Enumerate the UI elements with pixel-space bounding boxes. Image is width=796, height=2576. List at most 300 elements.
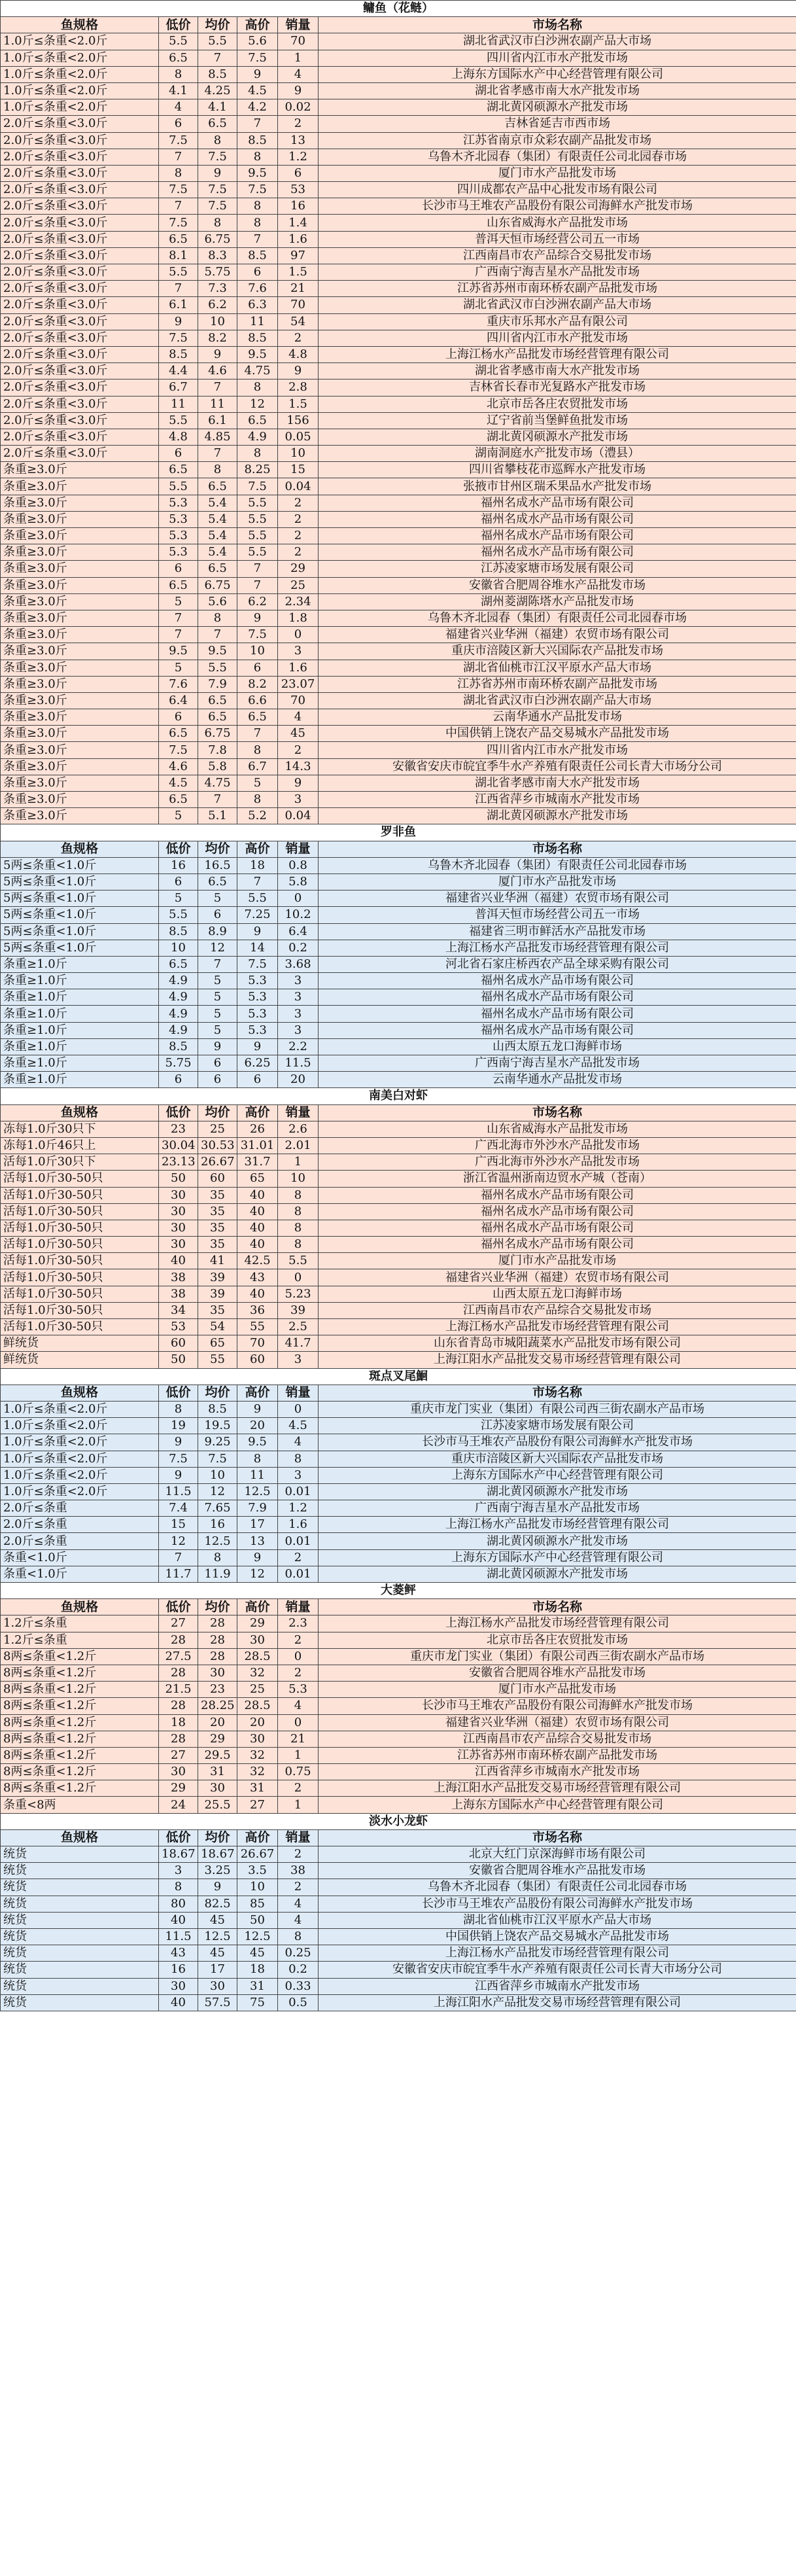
cell-avg: 9.5: [198, 643, 237, 660]
cell-avg: 28: [198, 1648, 237, 1665]
cell-market: 乌鲁木齐北园春（集团）有限责任公司北园春市场: [319, 610, 796, 626]
cell-low: 5.3: [159, 544, 198, 561]
cell-volume: 1: [278, 1797, 319, 1813]
cell-low: 50: [159, 1352, 198, 1368]
column-header-volume: 销量: [278, 17, 319, 33]
cell-low: 8: [159, 1879, 198, 1896]
table-row: [1, 1401, 796, 1417]
table-row: [1, 66, 796, 82]
cell-avg: 4.75: [198, 775, 237, 791]
cell-market: 普洱天恒市场经营公司五一市场: [319, 907, 796, 923]
table-row: [1, 1665, 796, 1681]
cell-low: 6.5: [159, 462, 198, 478]
cell-avg: 7.9: [198, 676, 237, 692]
cell-volume: 0.02: [278, 99, 319, 116]
cell-volume: 2: [278, 330, 319, 346]
cell-high: 10: [237, 1879, 278, 1896]
cell-market: 湖北省武汉市白沙洲农副产品大市场: [319, 33, 796, 50]
column-header-avg: 均价: [198, 1829, 237, 1846]
table-row: [1, 182, 796, 198]
cell-low: 4.9: [159, 989, 198, 1006]
cell-low: 6.5: [159, 231, 198, 247]
cell-spec: 2.0斤≤条重<3.0斤: [1, 396, 159, 412]
cell-spec: 2.0斤≤条重<3.0斤: [1, 231, 159, 247]
cell-low: 28: [159, 1665, 198, 1681]
column-header-avg: 均价: [198, 1599, 237, 1615]
cell-spec: 统货: [1, 1879, 159, 1896]
column-header-avg: 均价: [198, 841, 237, 857]
table-row: [1, 99, 796, 116]
table-row: [1, 709, 796, 726]
cell-high: 55: [237, 1319, 278, 1335]
cell-market: 广西南宁海吉星水产品批发市场: [319, 1055, 796, 1072]
table-row: [1, 726, 796, 742]
cell-low: 4.1: [159, 82, 198, 99]
cell-high: 5.5: [237, 511, 278, 527]
column-header-spec: 鱼规格: [1, 1385, 159, 1401]
cell-avg: 5: [198, 891, 237, 907]
cell-spec: 条重≥3.0斤: [1, 758, 159, 775]
cell-market: 山东省威海水产品批发市场: [319, 1121, 796, 1137]
cell-high: 5.5: [237, 528, 278, 544]
cell-volume: 3: [278, 989, 319, 1006]
cell-avg: 9: [198, 165, 237, 181]
section-title-row: [1, 1368, 796, 1385]
cell-avg: 10: [198, 313, 237, 330]
cell-market: 上海东方国际水产中心经营管理有限公司: [319, 1467, 796, 1483]
cell-market: 湖北省武汉市白沙洲农副产品大市场: [319, 692, 796, 709]
cell-low: 5.5: [159, 907, 198, 923]
cell-volume: 0.05: [278, 429, 319, 445]
table-row: [1, 1896, 796, 1912]
cell-volume: 4: [278, 66, 319, 82]
cell-low: 5.5: [159, 33, 198, 50]
cell-market: 河北省石家庄桥西农产品全球采购有限公司: [319, 956, 796, 972]
cell-spec: 条重≥3.0斤: [1, 676, 159, 692]
cell-avg: 5.6: [198, 593, 237, 610]
cell-avg: 4.25: [198, 82, 237, 99]
cell-volume: 2.3: [278, 1615, 319, 1632]
cell-low: 28: [159, 1731, 198, 1747]
column-header-volume: 销量: [278, 1104, 319, 1121]
cell-avg: 18.67: [198, 1846, 237, 1863]
cell-low: 6: [159, 116, 198, 132]
cell-low: 6.5: [159, 726, 198, 742]
cell-low: 6.5: [159, 577, 198, 593]
cell-high: 32: [237, 1764, 278, 1780]
section-title: 淡水小龙虾: [1, 1813, 796, 1829]
cell-low: 5.5: [159, 478, 198, 495]
cell-low: 18.67: [159, 1846, 198, 1863]
table-row: [1, 478, 796, 495]
cell-market: 湖北省孝感市南大水产批发市场: [319, 82, 796, 99]
table-row: [1, 1237, 796, 1253]
cell-low: 4.5: [159, 775, 198, 791]
cell-high: 8: [237, 446, 278, 462]
cell-high: 5: [237, 775, 278, 791]
cell-high: 6.6: [237, 692, 278, 709]
cell-low: 27: [159, 1747, 198, 1763]
cell-avg: 9: [198, 346, 237, 362]
cell-avg: 5.75: [198, 264, 237, 281]
cell-volume: 0.01: [278, 1483, 319, 1500]
table-row: [1, 1220, 796, 1236]
cell-spec: 8两≤条重<1.2斤: [1, 1665, 159, 1681]
cell-market: 乌鲁木齐北园春（集团）有限责任公司北园春市场: [319, 1879, 796, 1896]
column-header-spec: 鱼规格: [1, 17, 159, 33]
cell-low: 8.5: [159, 923, 198, 940]
table-row: [1, 1549, 796, 1566]
table-row: [1, 462, 796, 478]
section-title-row: [1, 824, 796, 841]
cell-spec: 5两≤条重<1.0斤: [1, 907, 159, 923]
cell-low: 23: [159, 1121, 198, 1137]
cell-volume: 0.2: [278, 1962, 319, 1978]
cell-market: 福州名成水产品市场有限公司: [319, 511, 796, 527]
table-row: [1, 1418, 796, 1434]
cell-market: 上海江杨水产品批发市场经营管理有限公司: [319, 1517, 796, 1533]
cell-low: 19: [159, 1418, 198, 1434]
table-row: [1, 281, 796, 297]
cell-high: 6.3: [237, 297, 278, 313]
cell-spec: 条重≥3.0斤: [1, 808, 159, 824]
table-row: [1, 1500, 796, 1517]
cell-market: 福州名成水产品市场有限公司: [319, 495, 796, 511]
cell-low: 7: [159, 198, 198, 215]
cell-volume: 21: [278, 281, 319, 297]
cell-volume: 1.8: [278, 610, 319, 626]
table-row: [1, 857, 796, 873]
cell-market: 江西南昌市农产品综合交易批发市场: [319, 1302, 796, 1318]
cell-avg: 26.67: [198, 1154, 237, 1171]
cell-high: 30: [237, 1731, 278, 1747]
cell-market: 安徽省安庆市皖宜季牛水产养殖有限责任公司长青大市场分公司: [319, 1962, 796, 1978]
cell-avg: 12.5: [198, 1533, 237, 1549]
cell-low: 23.13: [159, 1154, 198, 1171]
cell-high: 5.3: [237, 973, 278, 989]
cell-high: 3.5: [237, 1863, 278, 1879]
cell-low: 9: [159, 1467, 198, 1483]
cell-avg: 6.75: [198, 726, 237, 742]
cell-avg: 8: [198, 132, 237, 149]
column-header-spec: 鱼规格: [1, 1829, 159, 1846]
cell-spec: 8两≤条重<1.2斤: [1, 1682, 159, 1698]
cell-volume: 15: [278, 462, 319, 478]
cell-volume: 23.07: [278, 676, 319, 692]
cell-avg: 6.5: [198, 116, 237, 132]
cell-market: 四川成都农产品中心批发市场有限公司: [319, 182, 796, 198]
cell-avg: 7: [198, 446, 237, 462]
cell-avg: 7.8: [198, 742, 237, 758]
cell-low: 38: [159, 1286, 198, 1302]
cell-avg: 4.1: [198, 99, 237, 116]
cell-volume: 0: [278, 627, 319, 643]
cell-market: 广西南宁海吉星水产品批发市场: [319, 1500, 796, 1517]
cell-high: 31: [237, 1978, 278, 1994]
table-row: [1, 429, 796, 445]
cell-market: 长沙市马王堆农产品股份有限公司海鲜水产批发市场: [319, 1896, 796, 1912]
cell-high: 5.5: [237, 544, 278, 561]
cell-market: 山东省威海水产品批发市场: [319, 215, 796, 231]
cell-market: 安徽省合肥周谷堆水产品批发市场: [319, 1665, 796, 1681]
cell-volume: 0.04: [278, 808, 319, 824]
cell-avg: 8.5: [198, 66, 237, 82]
cell-high: 8.2: [237, 676, 278, 692]
cell-market: 重庆市龙门实业（集团）有限公司西三街农副水产品市场: [319, 1648, 796, 1665]
cell-low: 4.9: [159, 1006, 198, 1022]
cell-avg: 6.5: [198, 709, 237, 726]
table-row: [1, 1912, 796, 1928]
cell-volume: 2: [278, 1879, 319, 1896]
cell-spec: 2.0斤≤条重<3.0斤: [1, 215, 159, 231]
cell-high: 9: [237, 66, 278, 82]
cell-avg: 8: [198, 610, 237, 626]
cell-volume: 53: [278, 182, 319, 198]
table-row: [1, 1253, 796, 1269]
cell-spec: 条重≥3.0斤: [1, 478, 159, 495]
cell-volume: 1.6: [278, 231, 319, 247]
table-row: [1, 660, 796, 676]
cell-low: 6: [159, 446, 198, 462]
cell-low: 8: [159, 66, 198, 82]
table-row: [1, 1797, 796, 1813]
cell-spec: 2.0斤≤条重<3.0斤: [1, 247, 159, 264]
cell-spec: 条重≥1.0斤: [1, 1038, 159, 1055]
table-row: [1, 923, 796, 940]
cell-high: 4.9: [237, 429, 278, 445]
table-row: [1, 215, 796, 231]
cell-low: 5: [159, 660, 198, 676]
cell-volume: 0.25: [278, 1945, 319, 1962]
cell-market: 张掖市甘州区瑞禾果品水产批发市场: [319, 478, 796, 495]
cell-market: 湖北黄冈硕源水产批发市场: [319, 808, 796, 824]
cell-spec: 1.0斤≤条重<2.0斤: [1, 1467, 159, 1483]
cell-volume: 1.6: [278, 660, 319, 676]
cell-avg: 7: [198, 627, 237, 643]
cell-low: 6.1: [159, 297, 198, 313]
cell-spec: 条重≥1.0斤: [1, 1072, 159, 1088]
cell-spec: 统货: [1, 1846, 159, 1863]
cell-spec: 5两≤条重<1.0斤: [1, 891, 159, 907]
section-title: 鳙鱼（花鲢）: [1, 1, 796, 17]
cell-market: 北京市岳各庄农贸批发市场: [319, 1632, 796, 1648]
cell-avg: 8: [198, 215, 237, 231]
cell-volume: 41.7: [278, 1335, 319, 1352]
cell-avg: 45: [198, 1912, 237, 1928]
cell-avg: 5: [198, 1006, 237, 1022]
cell-volume: 2.5: [278, 1319, 319, 1335]
table-row: [1, 610, 796, 626]
cell-high: 8: [237, 379, 278, 396]
cell-avg: 8.5: [198, 1401, 237, 1417]
table-row: [1, 1055, 796, 1072]
cell-high: 9.5: [237, 1434, 278, 1451]
table-row: [1, 593, 796, 610]
cell-volume: 0.5: [278, 1994, 319, 2011]
cell-market: 长沙市马王堆农产品股份有限公司海鲜水产批发市场: [319, 1434, 796, 1451]
table-row: [1, 379, 796, 396]
section-title-row: [1, 1, 796, 17]
cell-high: 4.75: [237, 363, 278, 379]
cell-volume: 21: [278, 1731, 319, 1747]
cell-avg: 6.75: [198, 231, 237, 247]
cell-low: 5: [159, 808, 198, 824]
cell-high: 50: [237, 1912, 278, 1928]
cell-spec: 1.0斤≤条重<2.0斤: [1, 66, 159, 82]
cell-low: 16: [159, 857, 198, 873]
cell-low: 7.5: [159, 132, 198, 149]
cell-avg: 7: [198, 956, 237, 972]
cell-low: 30: [159, 1187, 198, 1203]
cell-high: 5.6: [237, 33, 278, 50]
cell-avg: 7.3: [198, 281, 237, 297]
table-row: [1, 1615, 796, 1632]
cell-market: 四川省攀枝花市巡辉水产批发市场: [319, 462, 796, 478]
cell-high: 4.2: [237, 99, 278, 116]
table-row: [1, 676, 796, 692]
cell-spec: 活每1.0斤30-50只: [1, 1269, 159, 1286]
cell-avg: 6.1: [198, 412, 237, 429]
cell-high: 8.5: [237, 330, 278, 346]
column-header-spec: 鱼规格: [1, 1599, 159, 1615]
cell-high: 7: [237, 726, 278, 742]
cell-market: 广西南宁海吉星水产品批发市场: [319, 264, 796, 281]
table-row: [1, 1006, 796, 1022]
cell-spec: 2.0斤≤条重<3.0斤: [1, 132, 159, 149]
cell-avg: 35: [198, 1203, 237, 1220]
cell-spec: 2.0斤≤条重<3.0斤: [1, 379, 159, 396]
cell-market: 江西省萍乡市城南水产批发市场: [319, 1978, 796, 1994]
section-title: 南美白对虾: [1, 1088, 796, 1104]
table-row: [1, 742, 796, 758]
column-header-market: 市场名称: [319, 1599, 796, 1615]
cell-market: 福州名成水产品市场有限公司: [319, 1022, 796, 1038]
cell-high: 32: [237, 1747, 278, 1763]
cell-low: 4.9: [159, 1022, 198, 1038]
cell-avg: 5.4: [198, 528, 237, 544]
table-row: [1, 1846, 796, 1863]
cell-avg: 7: [198, 379, 237, 396]
cell-avg: 6.5: [198, 478, 237, 495]
cell-market: 福建省兴业华洲（福建）农贸市场有限公司: [319, 627, 796, 643]
cell-spec: 条重≥3.0斤: [1, 709, 159, 726]
cell-high: 11: [237, 1467, 278, 1483]
table-row: [1, 1780, 796, 1797]
cell-spec: 8两≤条重<1.2斤: [1, 1731, 159, 1747]
cell-market: 福建省兴业华洲（福建）农贸市场有限公司: [319, 1269, 796, 1286]
cell-low: 5.3: [159, 528, 198, 544]
column-header-spec: 鱼规格: [1, 1104, 159, 1121]
cell-low: 18: [159, 1714, 198, 1731]
cell-high: 6.25: [237, 1055, 278, 1072]
cell-spec: 条重≥3.0斤: [1, 561, 159, 577]
table-row: [1, 1731, 796, 1747]
cell-low: 7: [159, 281, 198, 297]
cell-market: 湖北省孝感市南大水产批发市场: [319, 363, 796, 379]
cell-volume: 8: [278, 1237, 319, 1253]
cell-high: 6: [237, 660, 278, 676]
cell-low: 6: [159, 561, 198, 577]
cell-low: 28: [159, 1698, 198, 1714]
cell-avg: 19.5: [198, 1418, 237, 1434]
cell-high: 13: [237, 1533, 278, 1549]
cell-spec: 条重≥3.0斤: [1, 593, 159, 610]
cell-avg: 35: [198, 1237, 237, 1253]
cell-spec: 2.0斤≤条重<3.0斤: [1, 330, 159, 346]
cell-volume: 2: [278, 1846, 319, 1863]
cell-volume: 2: [278, 1665, 319, 1681]
cell-low: 9: [159, 1434, 198, 1451]
table-row: [1, 907, 796, 923]
cell-high: 43: [237, 1269, 278, 1286]
cell-market: 上海东方国际水产中心经营管理有限公司: [319, 1797, 796, 1813]
cell-market: 上海江阳水产品批发交易市场经营管理有限公司: [319, 1780, 796, 1797]
table-row: [1, 873, 796, 890]
cell-volume: 20: [278, 1072, 319, 1088]
cell-spec: 活每1.0斤30-50只: [1, 1319, 159, 1335]
column-header-high: 高价: [237, 1104, 278, 1121]
cell-high: 8.5: [237, 247, 278, 264]
cell-avg: 8: [198, 462, 237, 478]
table-row: [1, 1928, 796, 1945]
cell-spec: 1.0斤≤条重<2.0斤: [1, 1451, 159, 1467]
cell-spec: 8两≤条重<1.2斤: [1, 1747, 159, 1763]
table-row: [1, 231, 796, 247]
table-row: [1, 1764, 796, 1780]
cell-high: 8: [237, 215, 278, 231]
cell-market: 湖北黄冈硕源水产批发市场: [319, 1483, 796, 1500]
cell-avg: 7.65: [198, 1500, 237, 1517]
cell-spec: 5两≤条重<1.0斤: [1, 857, 159, 873]
cell-volume: 4: [278, 709, 319, 726]
table-row: [1, 643, 796, 660]
cell-market: 四川省内江市水产批发市场: [319, 50, 796, 66]
cell-spec: 8两≤条重<1.2斤: [1, 1648, 159, 1665]
cell-volume: 0: [278, 1269, 319, 1286]
cell-volume: 4: [278, 1434, 319, 1451]
cell-volume: 25: [278, 577, 319, 593]
cell-volume: 2: [278, 511, 319, 527]
cell-high: 29: [237, 1615, 278, 1632]
column-header-high: 高价: [237, 841, 278, 857]
cell-low: 8.5: [159, 1038, 198, 1055]
cell-market: 四川省内江市水产批发市场: [319, 742, 796, 758]
table-row: [1, 1187, 796, 1203]
cell-spec: 2.0斤≤条重<3.0斤: [1, 346, 159, 362]
cell-spec: 5两≤条重<1.0斤: [1, 923, 159, 940]
cell-spec: 1.0斤≤条重<2.0斤: [1, 1418, 159, 1434]
cell-spec: 统货: [1, 1994, 159, 2011]
cell-low: 40: [159, 1253, 198, 1269]
cell-market: 江苏凌家塘市场发展有限公司: [319, 561, 796, 577]
table-row: [1, 446, 796, 462]
cell-spec: 条重≥3.0斤: [1, 495, 159, 511]
cell-volume: 3: [278, 1467, 319, 1483]
cell-market: 湖北黄冈硕源水产批发市场: [319, 429, 796, 445]
cell-avg: 6.5: [198, 692, 237, 709]
cell-avg: 9: [198, 1038, 237, 1055]
cell-low: 7.6: [159, 676, 198, 692]
cell-volume: 0: [278, 1648, 319, 1665]
cell-market: 江苏省苏州市南环桥农副产品批发市场: [319, 281, 796, 297]
cell-avg: 11.9: [198, 1566, 237, 1582]
table-row: [1, 82, 796, 99]
cell-high: 7.25: [237, 907, 278, 923]
cell-spec: 条重≥3.0斤: [1, 544, 159, 561]
cell-avg: 35: [198, 1220, 237, 1236]
cell-market: 吉林省延吉市西市场: [319, 116, 796, 132]
cell-volume: 2: [278, 495, 319, 511]
